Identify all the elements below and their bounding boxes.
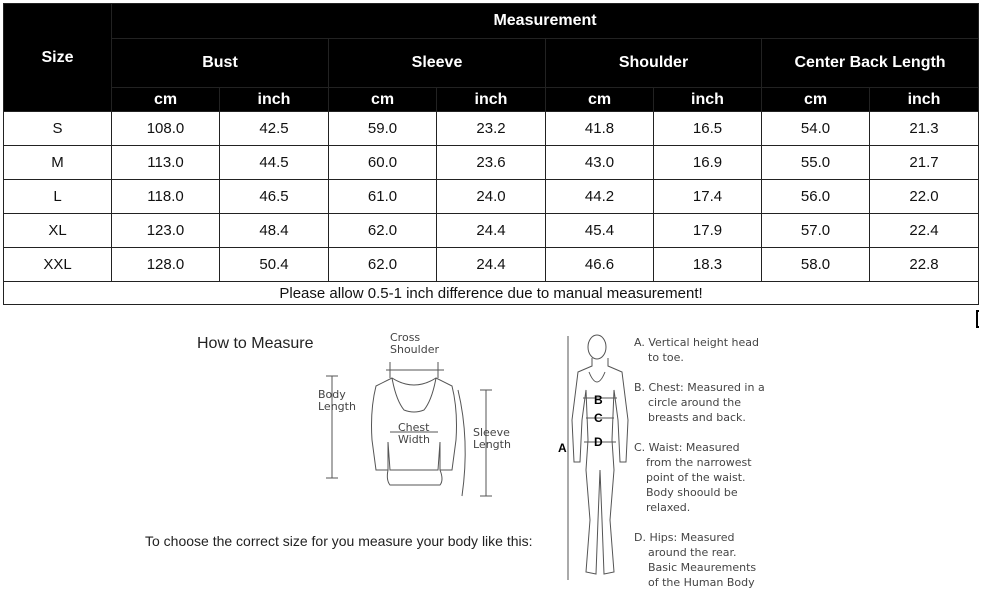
note-c-line2: from the narrowest	[646, 456, 752, 469]
value-cell: 128.0	[112, 248, 220, 282]
size-cell: M	[4, 146, 112, 180]
group-header-center-back-length: Center Back Length	[762, 39, 979, 88]
unit-header-cm: cm	[546, 88, 654, 112]
measurement-note: Please allow 0.5-1 inch difference due to manual measurement!	[4, 282, 979, 305]
group-header-sleeve: Sleeve	[329, 39, 546, 88]
value-cell: 55.0	[762, 146, 870, 180]
measurement-header: Measurement	[112, 4, 979, 39]
group-header-bust: Bust	[112, 39, 329, 88]
value-cell: 59.0	[329, 112, 437, 146]
note-d-line4: of the Human Body	[648, 576, 755, 589]
table-row	[4, 146, 979, 180]
figure-marker-d: D	[594, 435, 603, 449]
note-c-line4: Body shoould be	[646, 486, 738, 499]
value-cell: 17.9	[654, 214, 762, 248]
unit-header-inch: inch	[220, 88, 329, 112]
value-cell: 123.0	[112, 214, 220, 248]
value-cell: 44.2	[546, 180, 654, 214]
unit-header-inch: inch	[870, 88, 979, 112]
value-cell: 62.0	[329, 214, 437, 248]
value-cell: 17.4	[654, 180, 762, 214]
value-cell: 41.8	[546, 112, 654, 146]
value-cell: 24.4	[437, 214, 546, 248]
size-cell: XXL	[4, 248, 112, 282]
value-cell: 23.6	[437, 146, 546, 180]
value-cell: 21.3	[870, 112, 979, 146]
human-body-figure	[568, 335, 628, 580]
how-to-measure-title: How to Measure	[197, 335, 314, 352]
unit-header-inch: inch	[437, 88, 546, 112]
size-chart-table	[3, 3, 978, 305]
body-length-label-line1: Body	[318, 388, 346, 401]
value-cell: 23.2	[437, 112, 546, 146]
value-cell: 42.5	[220, 112, 329, 146]
note-b-line1: B. Chest: Measured in a	[634, 381, 765, 394]
unit-header-cm: cm	[112, 88, 220, 112]
value-cell: 61.0	[329, 180, 437, 214]
value-cell: 62.0	[329, 248, 437, 282]
value-cell: 118.0	[112, 180, 220, 214]
value-cell: 24.4	[437, 248, 546, 282]
cross-shoulder-label-line1: Cross	[390, 331, 421, 344]
value-cell: 22.8	[870, 248, 979, 282]
value-cell: 22.0	[870, 180, 979, 214]
size-column-header: Size	[4, 4, 112, 112]
value-cell: 24.0	[437, 180, 546, 214]
note-b-line2: circle around the	[648, 396, 741, 409]
table-row	[4, 214, 979, 248]
chest-width-label-line2: Width	[398, 433, 430, 446]
value-cell: 113.0	[112, 146, 220, 180]
value-cell: 48.4	[220, 214, 329, 248]
sleeve-length-label-line1: Sleeve	[473, 426, 510, 439]
value-cell: 56.0	[762, 180, 870, 214]
value-cell: 46.5	[220, 180, 329, 214]
value-cell: 58.0	[762, 248, 870, 282]
value-cell: 43.0	[546, 146, 654, 180]
cross-shoulder-label-line2: Shoulder	[390, 343, 439, 356]
instruction-text: To choose the correct size for you measure your body like this:	[145, 533, 533, 549]
group-header-shoulder: Shoulder	[546, 39, 762, 88]
value-cell: 57.0	[762, 214, 870, 248]
value-cell: 21.7	[870, 146, 979, 180]
note-d-line1: D. Hips: Measured	[634, 531, 735, 544]
unit-header-cm: cm	[762, 88, 870, 112]
note-c-line3: point of the waist.	[646, 471, 746, 484]
note-a-line1: A. Vertical height head	[634, 336, 760, 349]
unit-header-inch: inch	[654, 88, 762, 112]
value-cell: 108.0	[112, 112, 220, 146]
value-cell: 16.5	[654, 112, 762, 146]
how-to-measure-guide	[0, 320, 981, 595]
note-a-line2: to toe.	[648, 351, 684, 364]
value-cell: 44.5	[220, 146, 329, 180]
table-row	[4, 112, 979, 146]
value-cell: 46.6	[546, 248, 654, 282]
figure-marker-a: A	[558, 441, 567, 455]
value-cell: 60.0	[329, 146, 437, 180]
note-c-line1: C. Waist: Measured	[634, 441, 740, 454]
size-cell: S	[4, 112, 112, 146]
note-c-line5: relaxed.	[646, 501, 691, 514]
value-cell: 54.0	[762, 112, 870, 146]
sleeve-length-label-line2: Length	[473, 438, 511, 451]
size-cell: XL	[4, 214, 112, 248]
figure-marker-c: C	[594, 411, 603, 425]
table-row	[4, 248, 979, 282]
body-length-label-line2: Length	[318, 400, 356, 413]
note-d-line3: Basic Meaurements	[648, 561, 757, 574]
note-d-line2: around the rear.	[648, 546, 737, 559]
figure-marker-b: B	[594, 393, 603, 407]
value-cell: 18.3	[654, 248, 762, 282]
size-cell: L	[4, 180, 112, 214]
value-cell: 22.4	[870, 214, 979, 248]
value-cell: 16.9	[654, 146, 762, 180]
value-cell: 45.4	[546, 214, 654, 248]
table-row	[4, 180, 979, 214]
note-b-line3: breasts and back.	[648, 411, 746, 424]
chest-width-label-line1: Chest	[398, 421, 430, 434]
value-cell: 50.4	[220, 248, 329, 282]
unit-header-cm: cm	[329, 88, 437, 112]
